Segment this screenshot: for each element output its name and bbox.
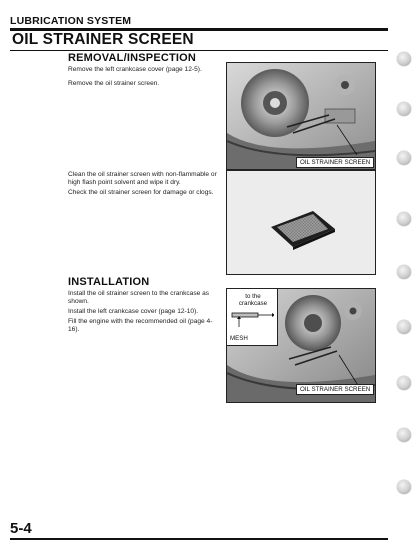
crankcase-photo-removal-art xyxy=(227,63,375,169)
binder-hole xyxy=(397,376,411,390)
binder-hole xyxy=(397,265,411,279)
binder-hole xyxy=(397,212,411,226)
installation-step-2: Install the left crankcase cover (page 12-10). xyxy=(68,308,199,315)
binder-hole xyxy=(397,52,411,66)
binder-hole xyxy=(397,480,411,494)
footer-rule xyxy=(10,538,388,540)
check-instruction: Check the oil strainer screen for damage or clogs. xyxy=(68,189,214,196)
strainer-screen-art xyxy=(227,171,375,274)
installation-inset xyxy=(227,289,278,346)
page-number: 5-4 xyxy=(10,520,32,537)
title-rule xyxy=(10,50,388,51)
binder-hole xyxy=(397,320,411,334)
to-crankcase-label: to the crankcase xyxy=(238,293,268,307)
binder-hole xyxy=(397,428,411,442)
mesh-orientation-diagram xyxy=(230,311,274,337)
fig1-oil-strainer-label: OIL STRAINER SCREEN xyxy=(296,157,374,168)
mesh-label: MESH xyxy=(230,335,248,342)
removal-step-2: Remove the oil strainer screen. xyxy=(68,80,160,87)
crankcase-photo-removal xyxy=(226,62,376,170)
clean-instruction: Clean the oil strainer screen with non-flammable or high flash point solvent and wipe it dry. xyxy=(68,171,217,187)
binder-hole xyxy=(397,102,411,116)
removal-step-1: Remove the left crankcase cover (page 12-5). xyxy=(68,66,202,73)
section-header: LUBRICATION SYSTEM xyxy=(10,15,132,27)
page-title: OIL STRAINER SCREEN xyxy=(12,31,194,48)
installation-step-1: Install the oil strainer screen to the crankcase as shown. xyxy=(68,290,210,306)
fig3-oil-strainer-label: OIL STRAINER SCREEN xyxy=(296,384,374,395)
strainer-screen-photo xyxy=(226,170,376,275)
removal-heading: REMOVAL/INSPECTION xyxy=(68,52,197,64)
installation-heading: INSTALLATION xyxy=(68,276,150,288)
binder-hole xyxy=(397,151,411,165)
installation-step-3: Fill the engine with the recommended oil (page 4-16). xyxy=(68,318,213,334)
